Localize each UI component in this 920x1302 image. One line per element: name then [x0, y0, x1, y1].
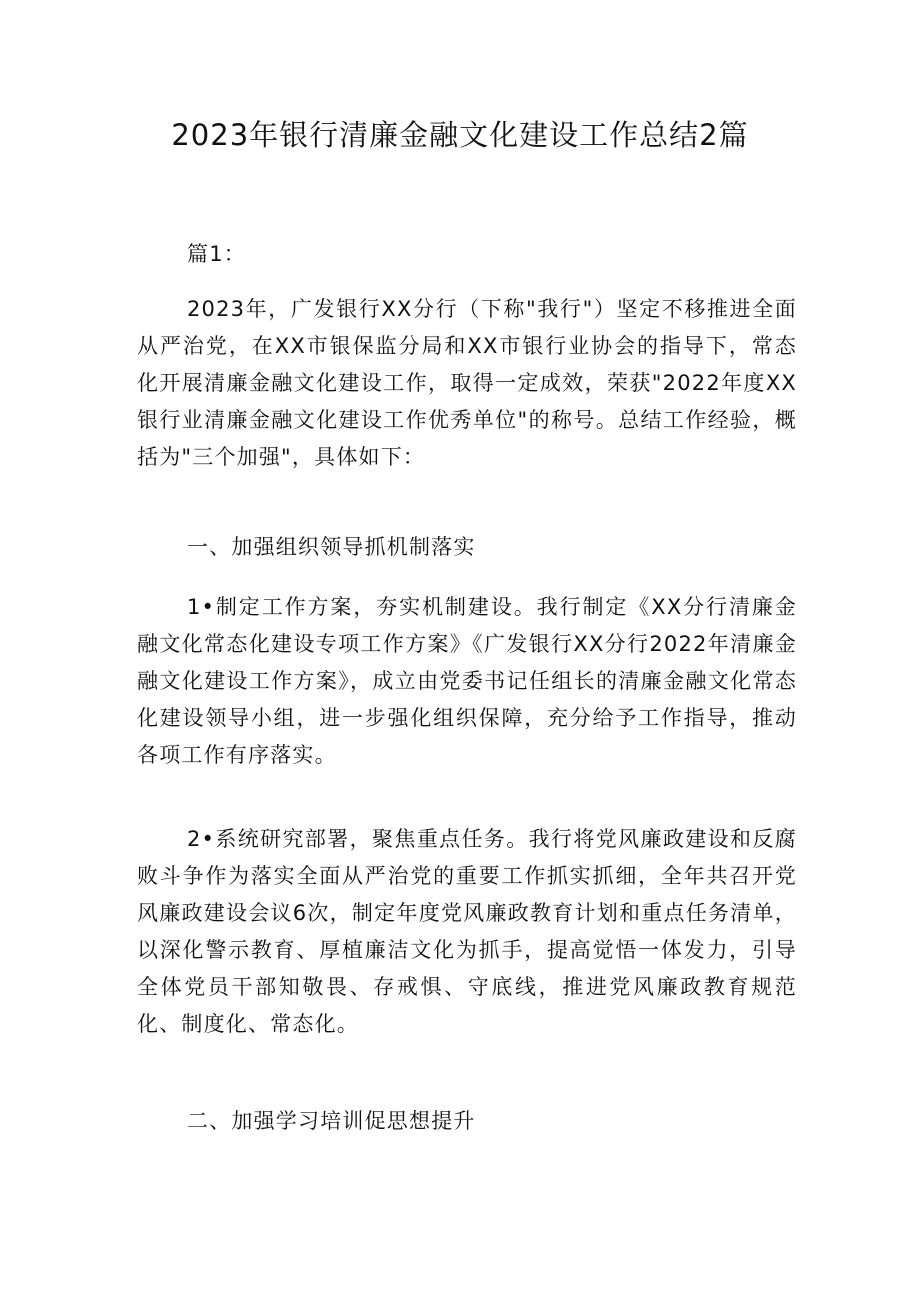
- part-label: 篇1：: [187, 242, 246, 266]
- item-1-paragraph: 1•制定工作方案，夯实机制建设。我行制定《XX分行清廉金融文化常态化建设专项工作方案》《广发银行XX分行2022年清廉金融文化建设工作方案》，成立由党委书记任组长的清廉金融文化常态化建设领导小组，进一步强化组织保障，充分给予工作指导，推动各项工作有序落实。: [137, 595, 797, 767]
- intro-paragraph: 2023年，广发银行XX分行（下称"我行"）坚定不移推进全面从严治党，在XX市银保监分局和XX市银行业协会的指导下，常态化开展清廉金融文化建设工作，取得一定成效，荣获"2022年度XX银行业清廉金融文化建设工作优秀单位"的称号。总结工作经验，概括为"三个加强"，具体如下：: [137, 297, 797, 469]
- section-2-heading: 二、加强学习培训促思想提升: [187, 1109, 476, 1133]
- document-title: 2023年银行清廉金融文化建设工作总结2篇: [171, 118, 749, 152]
- section-1-heading: 一、加强组织领导抓机制落实: [187, 535, 476, 559]
- item-2-paragraph: 2•系统研究部署，聚焦重点任务。我行将党风廉政建设和反腐败斗争作为落实全面从严治党的重要工作抓实抓细，全年共召开党风廉政建设会议6次，制定年度党风廉政教育计划和重点任务清单，以深化警示教育、厚植廉洁文化为抓手，提高觉悟一体发力，引导全体党员干部知敬畏、存戒惧、守底线，推进党风廉政教育规范化、制度化、常态化。: [137, 827, 797, 1036]
